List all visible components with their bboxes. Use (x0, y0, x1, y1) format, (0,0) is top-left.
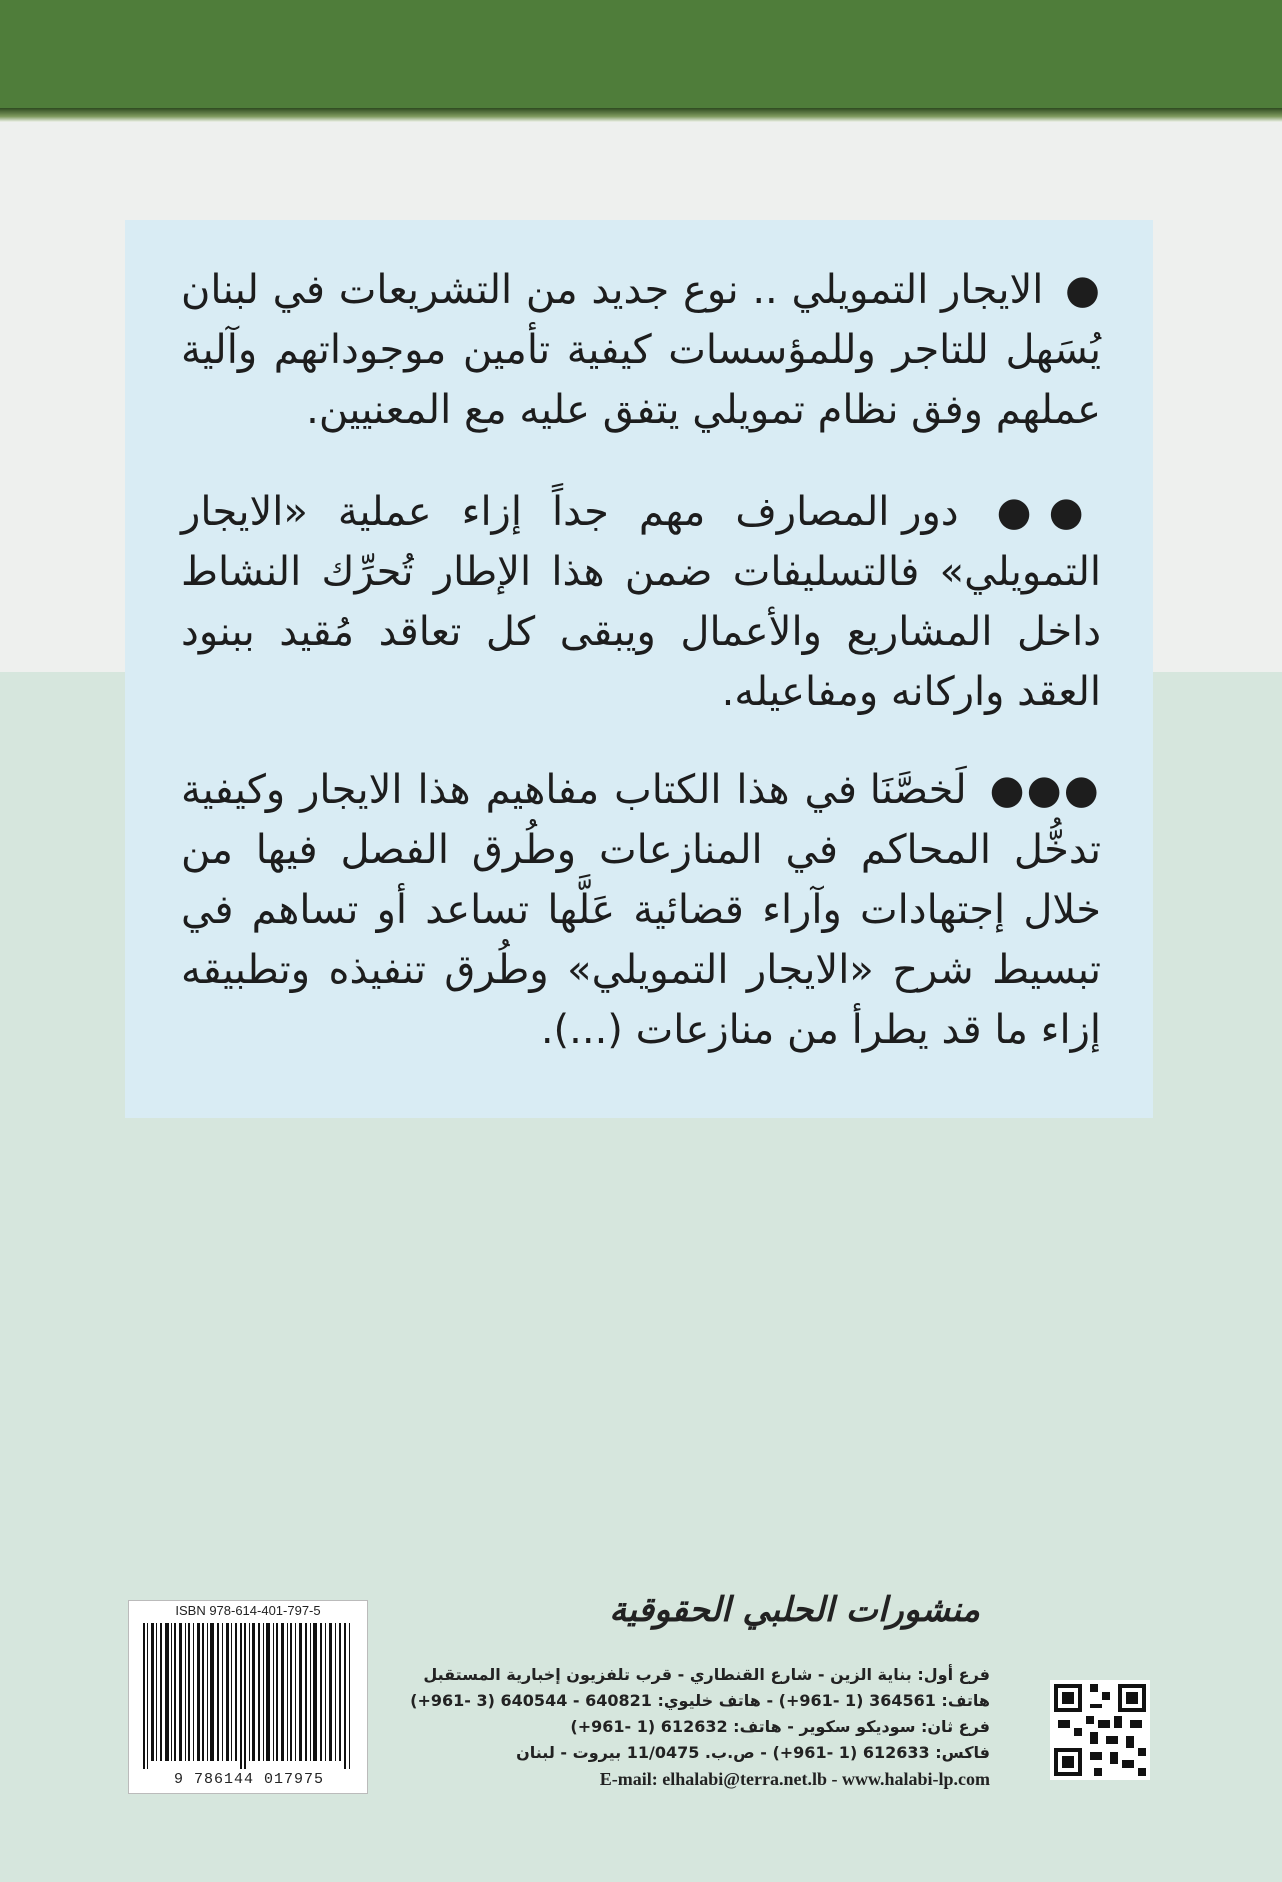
isbn-barcode (128, 1600, 368, 1794)
blurb-paragraph-2 (181, 482, 1101, 722)
blurb-panel (125, 220, 1153, 1118)
qr-code-icon (1050, 1680, 1150, 1780)
paragraph-text: الايجار التمويلي .. نوع جديد من التشريعات في لبنان يُسَهل للتاجر وللمؤسسات كيفية تأمين موجوداتهم وآلية عملهم وفق نظام تمويلي يتفق عليه مع المعنيين. (181, 267, 1101, 433)
paragraph-text: دور المصارف مهم جداً إزاء عملية «الايجار التمويلي» فالتسليفات ضمن هذا الإطار تُحرِّك النشاط داخل المشاريع والأعمال ويبقى كل تعاقد مُقيد ببنود العقد واركانه ومفاعيله. (181, 489, 1101, 715)
bullet-icon: ● (1065, 267, 1102, 313)
cover-fold-shadow (0, 108, 1282, 122)
address-line: فرع أول: بناية الزين - شارع القنطاري - قرب تلفزيون إخبارية المستقبل (423, 1665, 990, 1684)
address-line: هاتف: 364561 (1 -961+) - هاتف خليوي: 640821 - 640544 (3 -961+) (410, 1691, 990, 1710)
isbn-digits: 9 786144 017975 (173, 1771, 325, 1788)
publisher-address (400, 1662, 990, 1792)
email-website-line: E-mail: elhalabi@terra.net.lb - www.halabi-lp.com (599, 1769, 990, 1789)
bullet-icon: ●● (996, 489, 1101, 535)
isbn-label: ISBN 978-614-401-797-5 (175, 1603, 321, 1618)
blurb-paragraph-1 (181, 260, 1101, 440)
barcode-bars (139, 1623, 357, 1769)
bullet-icon: ●●● (989, 767, 1102, 813)
publisher-logo: منشورات الحلبي الحقوقية (609, 1590, 980, 1630)
address-line: فرع ثان: سوديكو سكوير - هاتف: 612632 (1 -961+) (570, 1717, 990, 1736)
blurb-paragraph-3 (181, 760, 1101, 1060)
paragraph-text: لَخصَّنَا في هذا الكتاب مفاهيم هذا الايجار وكيفية تدخُّل المحاكم في المنازعات وطُرق الفصل فيها من خلال إجتهادات وآراء قضائية عَلَّها تساعد أو تساهم في تبسيط شرح «الايجار التمويلي» وطُرق تنفيذه وتطبيقه إزاء ما قد يطرأ من منازعات (...). (181, 767, 1101, 1053)
address-line: فاكس: 612633 (1 -961+) - ص.ب. 11/0475 بيروت - لبنان (516, 1743, 990, 1762)
top-green-band (0, 0, 1282, 112)
